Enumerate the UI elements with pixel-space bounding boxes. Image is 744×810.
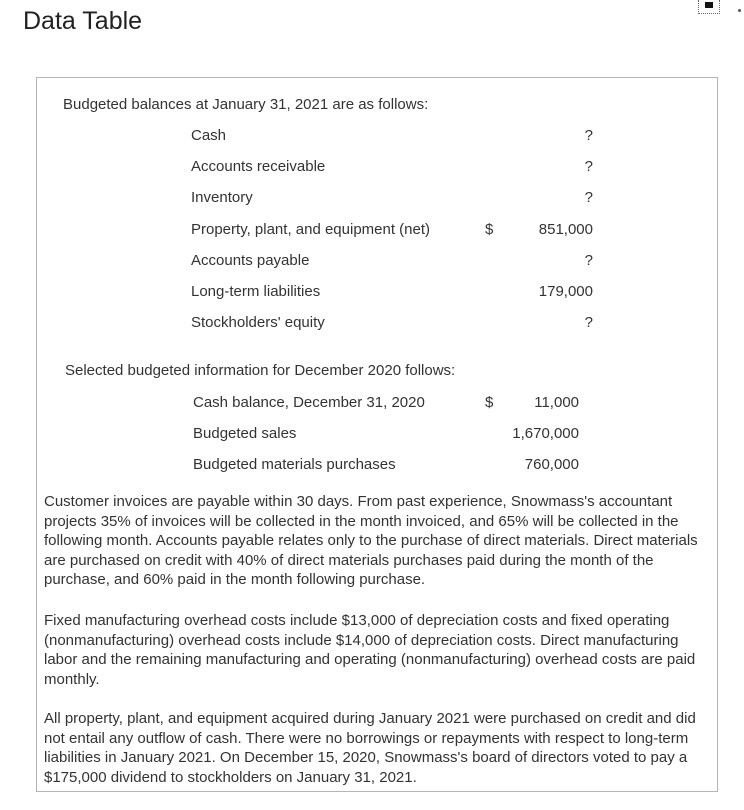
row-label: Accounts receivable [191,158,326,175]
row-value: 760,000 [524,456,579,473]
row-value: ? [584,314,593,331]
row-label: Cash [191,127,227,144]
row-value: 1,670,000 [512,425,579,442]
row-label: Stockholders' equity [191,314,325,331]
row-label: Long-term liabilities [191,283,321,300]
row-value: ? [584,127,593,144]
row-label: Cash balance, December 31, 2020 [193,394,425,411]
row-value: 179,000 [538,283,593,300]
row-value: ? [584,158,593,175]
row-label: Inventory [191,189,253,206]
window-control-icon[interactable] [698,0,720,14]
dollar-sign: $ [485,221,494,238]
page-title: Data Table [23,7,143,35]
december-intro: Selected budgeted information for December 2020 follows: [65,362,456,379]
row-value: 11,000 [534,394,579,411]
more-dot-icon [738,9,741,12]
collections-paragraph: Customer invoices are payable within 30 days. From past experience, Snowmass's accountant projects 35% of invoices will be collected in the month invoiced, and 65% will be collected in the following month. Accounts payable relates only to the purchase of direct materials. Direct materials are purchased on credit with 40% of direct materials purchases paid during the month of the purchase, and 60% paid in the month following purchase. [44,493,698,588]
row-value: ? [584,252,593,269]
row-label: Budgeted materials purchases [193,456,396,473]
dollar-sign: $ [485,394,494,411]
row-value: ? [584,189,593,206]
balances-intro: Budgeted balances at January 31, 2021 are as follows: [63,96,429,113]
overhead-paragraph: Fixed manufacturing overhead costs include $13,000 of depreciation costs and fixed operating (nonmanufacturing) overhead costs include $14,000 of depreciation costs. Direct manufacturing labor and the remaining manufacturing and operating (nonmanufacturing) overhead costs are paid monthly. [44,612,696,688]
row-label: Property, plant, and equipment (net) [191,221,431,238]
row-value: 851,000 [538,221,593,238]
ppe-dividend-paragraph: All property, plant, and equipment acquired during January 2021 were purchased on credit and did not entail any outflow of cash. There were no borrowings or repayments with respect to long-term liabilities in January 2021. On December 15, 2020, Snowmass's board of directors voted to pay a $175,000 dividend to stockholders on January 31, 2021. [44,710,696,786]
row-label: Budgeted sales [193,425,297,442]
row-label: Accounts payable [191,252,310,269]
